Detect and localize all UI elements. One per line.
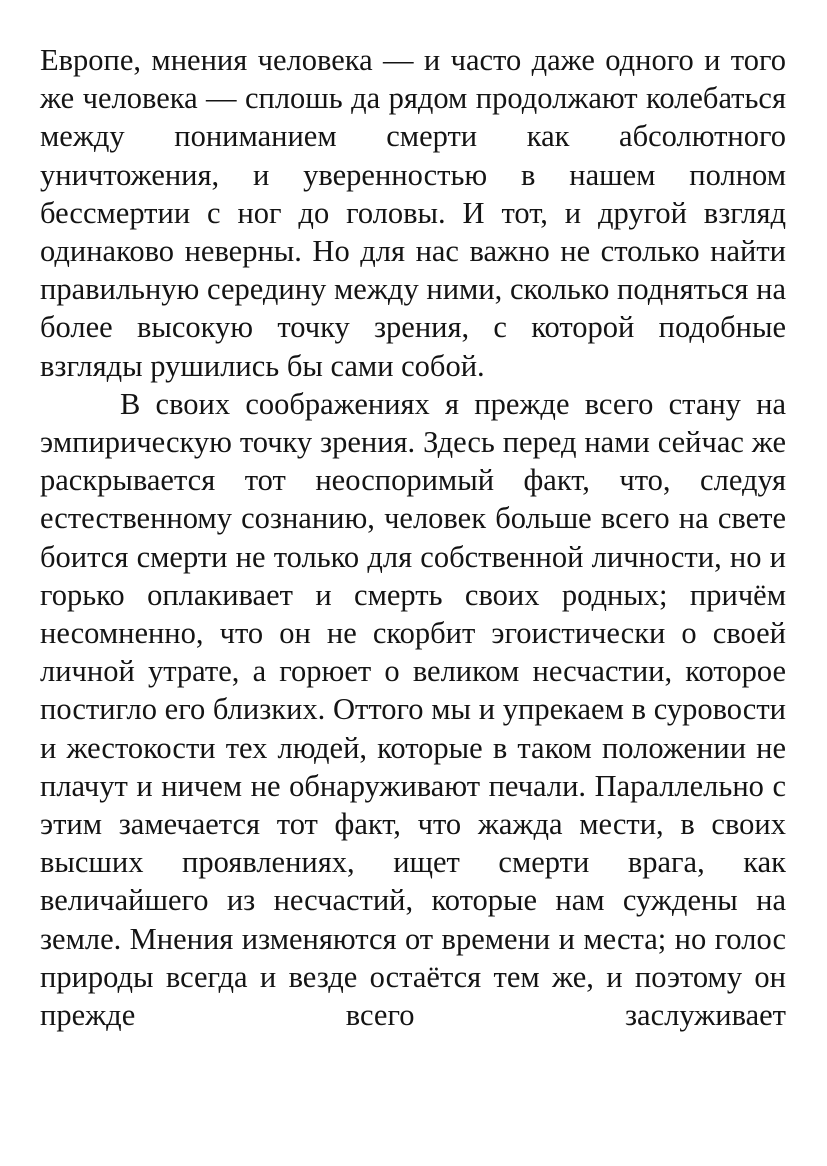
paragraph-continuation: Европе, мнения человека — и часто даже одного и того же человека — сплошь да рядом продолжают колебаться между пониманием смерти как абсолютного уничтожения, и уверенностью в нашем полном бессмертии с ног до головы. И тот, и другой взгляд одинаково неверны. Но для нас важно не столько найти правильную середину между ними, сколько подняться на более высокую точку зрения, с которой подобные взгляды рушились бы сами собой.	[40, 43, 786, 383]
paragraph-empirical-viewpoint: В своих соображениях я прежде всего стану на эмпирическую точку зрения. Здесь перед нами сейчас же раскрывается тот неоспоримый факт, что, следуя естественному сознанию, человек больше всего на свете боится смерти не только для собственной личности, но и горько оплакивает и смерть своих родных; причём несомненно, что он не скорбит эгоистически о своей личной утрате, а горюет о великом несчастии, которое постигло его близких. Оттого мы и упрекаем в суровости и жестокости тех людей, которые в таком положении не плачут и ничем не обнаруживают печали. Параллельно с этим замечается тот факт, что жажда мести, в своих высших проявлениях, ищет смерти врага, как величайшего из несчастий, которые нам суждены на земле. Мнения изменяются от времени и места; но голос природы всегда и везде остаётся тем же, и поэтому он прежде всего заслуживает	[40, 386, 786, 1033]
document-page	[40, 41, 786, 1034]
